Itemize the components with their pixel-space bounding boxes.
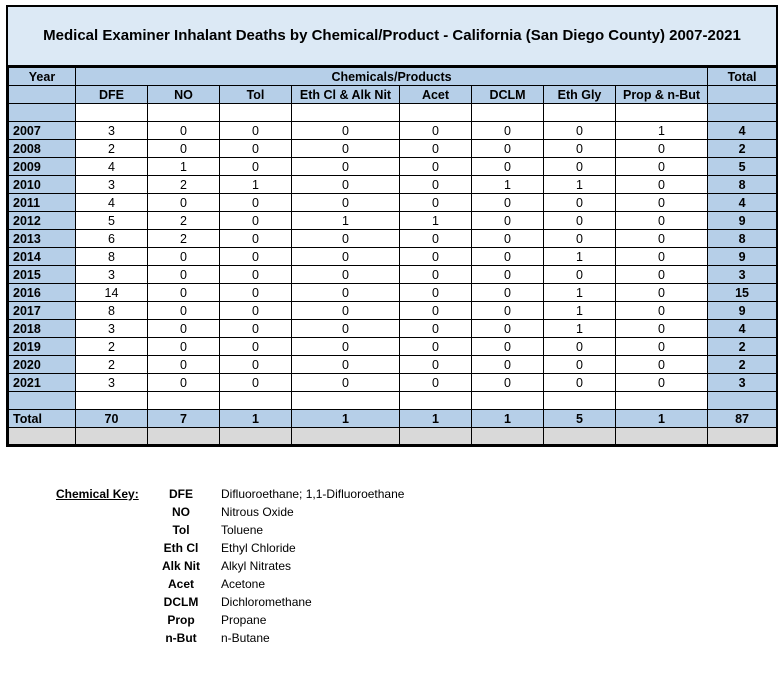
- table-row: [9, 230, 777, 248]
- row-value: 0: [544, 212, 616, 230]
- row-value: 0: [220, 194, 292, 212]
- row-value: 0: [472, 140, 544, 158]
- table-row: [9, 176, 777, 194]
- row-value: 1: [544, 302, 616, 320]
- row-value: 0: [400, 140, 472, 158]
- row-total: 4: [708, 194, 777, 212]
- row-value: 0: [292, 122, 400, 140]
- key-abbr: n-But: [165, 631, 197, 645]
- table-row: [9, 320, 777, 338]
- header-year-empty: [9, 86, 76, 104]
- spacer-row-bottom: [9, 392, 777, 410]
- row-total: 8: [708, 230, 777, 248]
- row-value: 0: [292, 284, 400, 302]
- row-value: 0: [472, 230, 544, 248]
- key-abbr: Alk Nit: [161, 559, 200, 573]
- row-value: 2: [148, 212, 220, 230]
- row-value: 1: [148, 158, 220, 176]
- row-value: 0: [472, 302, 544, 320]
- row-value: 0: [616, 212, 708, 230]
- row-value: 0: [292, 356, 400, 374]
- blank-cell: [76, 104, 148, 122]
- header-row-columns: [9, 86, 777, 104]
- blank-year-cell: [9, 104, 76, 122]
- row-total: 9: [708, 302, 777, 320]
- row-value: 2: [76, 338, 148, 356]
- key-abbr: DFE: [169, 487, 193, 501]
- header-year: Year: [9, 68, 76, 86]
- row-value: 0: [616, 194, 708, 212]
- row-value: 0: [472, 338, 544, 356]
- row-value: 0: [220, 320, 292, 338]
- row-value: 0: [148, 284, 220, 302]
- row-value: 0: [148, 356, 220, 374]
- totals-value: 1: [472, 410, 544, 428]
- totals-value: 70: [76, 410, 148, 428]
- row-value: 0: [148, 266, 220, 284]
- grand-total: 87: [708, 410, 777, 428]
- row-year: 2011: [9, 194, 76, 212]
- key-desc: Alkyl Nitrates: [221, 559, 292, 573]
- row-value: 0: [292, 158, 400, 176]
- table-row: [9, 122, 777, 140]
- grey-cell: [76, 428, 148, 445]
- row-value: 0: [472, 356, 544, 374]
- row-value: 0: [220, 212, 292, 230]
- row-value: 0: [400, 284, 472, 302]
- row-total: 5: [708, 158, 777, 176]
- blank-cell: [544, 104, 616, 122]
- row-value: 3: [76, 176, 148, 194]
- blank-cell: [220, 392, 292, 410]
- row-year: 2021: [9, 374, 76, 392]
- row-value: 4: [76, 194, 148, 212]
- row-value: 0: [544, 356, 616, 374]
- row-value: 3: [76, 122, 148, 140]
- header-total-empty: [708, 86, 777, 104]
- row-value: 0: [616, 248, 708, 266]
- totals-value: 7: [148, 410, 220, 428]
- blank-cell: [292, 104, 400, 122]
- key-abbr: NO: [172, 505, 190, 519]
- blank-total-cell: [708, 392, 777, 410]
- row-value: 0: [400, 194, 472, 212]
- table-row: [9, 266, 777, 284]
- key-abbr: DCLM: [163, 595, 199, 609]
- row-value: 0: [472, 194, 544, 212]
- grey-cell: [220, 428, 292, 445]
- row-value: 0: [148, 302, 220, 320]
- key-desc: n-Butane: [221, 631, 270, 645]
- table-row: [9, 248, 777, 266]
- key-desc: Dichloromethane: [221, 595, 312, 609]
- row-value: 0: [544, 194, 616, 212]
- row-value: 0: [400, 248, 472, 266]
- table-row: [9, 338, 777, 356]
- row-value: 0: [400, 176, 472, 194]
- row-value: 0: [616, 230, 708, 248]
- row-value: 4: [76, 158, 148, 176]
- row-value: 0: [400, 266, 472, 284]
- column-header-5: DCLM: [472, 86, 544, 104]
- totals-value: 1: [220, 410, 292, 428]
- row-total: 4: [708, 320, 777, 338]
- row-total: 3: [708, 374, 777, 392]
- table-row: [9, 374, 777, 392]
- blank-cell: [76, 392, 148, 410]
- row-value: 0: [544, 122, 616, 140]
- column-header-4: Acet: [400, 86, 472, 104]
- totals-value: 1: [616, 410, 708, 428]
- row-total: 9: [708, 212, 777, 230]
- grey-cell: [400, 428, 472, 445]
- key-abbr: Acet: [167, 577, 194, 591]
- row-total: 2: [708, 338, 777, 356]
- row-value: 0: [220, 266, 292, 284]
- row-year: 2020: [9, 356, 76, 374]
- table-body: [9, 68, 777, 445]
- column-header-3: Eth Cl & Alk Nit: [292, 86, 400, 104]
- row-year: 2010: [9, 176, 76, 194]
- row-value: 1: [616, 122, 708, 140]
- totals-value: 5: [544, 410, 616, 428]
- row-value: 0: [472, 122, 544, 140]
- row-value: 0: [616, 374, 708, 392]
- blank-year-cell: [9, 392, 76, 410]
- blank-cell: [400, 104, 472, 122]
- row-value: 2: [148, 176, 220, 194]
- row-value: 0: [292, 374, 400, 392]
- row-value: 0: [472, 374, 544, 392]
- row-value: 0: [148, 140, 220, 158]
- row-value: 0: [400, 374, 472, 392]
- key-desc: Ethyl Chloride: [221, 541, 296, 555]
- totals-row: [9, 410, 777, 428]
- row-value: 0: [544, 230, 616, 248]
- row-value: 3: [76, 374, 148, 392]
- grey-cell: [292, 428, 400, 445]
- row-value: 0: [400, 158, 472, 176]
- table-row: [9, 212, 777, 230]
- blank-cell: [616, 104, 708, 122]
- row-value: 0: [472, 320, 544, 338]
- row-value: 0: [220, 248, 292, 266]
- row-year: 2017: [9, 302, 76, 320]
- row-value: 2: [76, 140, 148, 158]
- column-header-2: Tol: [220, 86, 292, 104]
- row-value: 1: [544, 176, 616, 194]
- row-year: 2019: [9, 338, 76, 356]
- row-value: 0: [472, 158, 544, 176]
- row-year: 2012: [9, 212, 76, 230]
- row-year: 2015: [9, 266, 76, 284]
- key-desc: Acetone: [221, 577, 266, 591]
- row-value: 0: [220, 122, 292, 140]
- grey-cell: [616, 428, 708, 445]
- blank-cell: [616, 392, 708, 410]
- row-year: 2007: [9, 122, 76, 140]
- grey-cell: [148, 428, 220, 445]
- row-value: 0: [148, 338, 220, 356]
- header-row-group: [9, 68, 777, 86]
- row-value: 0: [400, 302, 472, 320]
- blank-cell: [292, 392, 400, 410]
- row-value: 2: [76, 356, 148, 374]
- grey-cell: [544, 428, 616, 445]
- totals-value: 1: [292, 410, 400, 428]
- column-header-0: DFE: [76, 86, 148, 104]
- row-value: 0: [616, 302, 708, 320]
- row-value: 0: [292, 230, 400, 248]
- row-value: 0: [400, 320, 472, 338]
- row-value: 1: [472, 176, 544, 194]
- row-value: 0: [148, 122, 220, 140]
- row-value: 0: [148, 194, 220, 212]
- row-value: 0: [472, 266, 544, 284]
- row-value: 0: [220, 140, 292, 158]
- blank-cell: [220, 104, 292, 122]
- table-row: [9, 356, 777, 374]
- row-value: 0: [220, 302, 292, 320]
- row-total: 15: [708, 284, 777, 302]
- row-value: 5: [76, 212, 148, 230]
- blank-cell: [544, 392, 616, 410]
- row-year: 2008: [9, 140, 76, 158]
- table-row: [9, 284, 777, 302]
- row-value: 0: [292, 194, 400, 212]
- row-value: 0: [220, 374, 292, 392]
- row-value: 0: [220, 284, 292, 302]
- row-value: 1: [544, 284, 616, 302]
- table-title: Medical Examiner Inhalant Deaths by Chemical/Product - California (San Diego County) 2007-2021: [8, 7, 776, 67]
- row-value: 0: [292, 320, 400, 338]
- key-desc: Difluoroethane; 1,1-Difluoroethane: [221, 487, 405, 501]
- row-value: 0: [220, 356, 292, 374]
- row-value: 0: [400, 338, 472, 356]
- row-value: 0: [616, 140, 708, 158]
- row-value: 8: [76, 248, 148, 266]
- row-total: 9: [708, 248, 777, 266]
- row-value: 0: [616, 266, 708, 284]
- row-value: 0: [148, 320, 220, 338]
- chemical-key-title: Chemical Key:: [56, 487, 139, 501]
- row-value: 1: [400, 212, 472, 230]
- row-value: 0: [400, 356, 472, 374]
- row-value: 0: [616, 284, 708, 302]
- blank-cell: [472, 392, 544, 410]
- row-year: 2014: [9, 248, 76, 266]
- key-desc: Nitrous Oxide: [221, 505, 294, 519]
- header-chemicals-products: Chemicals/Products: [76, 68, 708, 86]
- blank-cell: [148, 104, 220, 122]
- row-total: 2: [708, 140, 777, 158]
- row-value: 1: [544, 248, 616, 266]
- row-value: 1: [292, 212, 400, 230]
- row-value: 0: [292, 302, 400, 320]
- totals-value: 1: [400, 410, 472, 428]
- row-value: 14: [76, 284, 148, 302]
- row-value: 0: [616, 158, 708, 176]
- row-value: 0: [292, 338, 400, 356]
- key-desc: Toluene: [221, 523, 264, 537]
- row-value: 0: [292, 266, 400, 284]
- row-value: 0: [220, 158, 292, 176]
- row-value: 3: [76, 266, 148, 284]
- row-value: 1: [544, 320, 616, 338]
- blank-cell: [472, 104, 544, 122]
- row-value: 0: [148, 374, 220, 392]
- inhalant-deaths-table-sheet: [6, 5, 778, 447]
- table-row: [9, 194, 777, 212]
- table-row: [9, 302, 777, 320]
- row-year: 2018: [9, 320, 76, 338]
- row-value: 0: [616, 176, 708, 194]
- row-value: 0: [292, 248, 400, 266]
- totals-label: Total: [9, 410, 76, 428]
- key-desc: Propane: [221, 613, 267, 627]
- row-value: 6: [76, 230, 148, 248]
- grey-footer-row: [9, 428, 777, 445]
- table-row: [9, 140, 777, 158]
- row-year: 2016: [9, 284, 76, 302]
- row-value: 0: [220, 230, 292, 248]
- row-value: 8: [76, 302, 148, 320]
- row-value: 3: [76, 320, 148, 338]
- row-total: 2: [708, 356, 777, 374]
- row-value: 0: [616, 338, 708, 356]
- row-value: 0: [544, 374, 616, 392]
- column-header-6: Eth Gly: [544, 86, 616, 104]
- row-value: 0: [544, 140, 616, 158]
- row-total: 4: [708, 122, 777, 140]
- row-value: 0: [400, 230, 472, 248]
- row-year: 2009: [9, 158, 76, 176]
- row-value: 0: [472, 248, 544, 266]
- blank-cell: [400, 392, 472, 410]
- row-value: 0: [292, 140, 400, 158]
- row-value: 0: [472, 212, 544, 230]
- header-total: Total: [708, 68, 777, 86]
- blank-cell: [148, 392, 220, 410]
- column-header-7: Prop & n-But: [616, 86, 708, 104]
- key-abbr: Prop: [167, 613, 195, 627]
- blank-total-cell: [708, 104, 777, 122]
- row-value: 0: [616, 356, 708, 374]
- data-table: [8, 67, 777, 445]
- grey-cell: [708, 428, 777, 445]
- key-abbr: Eth Cl: [163, 541, 199, 555]
- spacer-row-top: [9, 104, 777, 122]
- key-abbr: Tol: [172, 523, 190, 537]
- grey-cell: [9, 428, 76, 445]
- row-value: 0: [148, 248, 220, 266]
- row-value: 1: [220, 176, 292, 194]
- row-value: 0: [544, 338, 616, 356]
- row-value: 0: [292, 176, 400, 194]
- row-year: 2013: [9, 230, 76, 248]
- row-value: 0: [220, 338, 292, 356]
- grey-cell: [472, 428, 544, 445]
- table-row: [9, 158, 777, 176]
- row-value: 2: [148, 230, 220, 248]
- row-value: 0: [544, 266, 616, 284]
- row-value: 0: [400, 122, 472, 140]
- column-header-1: NO: [148, 86, 220, 104]
- row-total: 3: [708, 266, 777, 284]
- row-value: 0: [616, 320, 708, 338]
- row-total: 8: [708, 176, 777, 194]
- row-value: 0: [472, 284, 544, 302]
- row-value: 0: [544, 158, 616, 176]
